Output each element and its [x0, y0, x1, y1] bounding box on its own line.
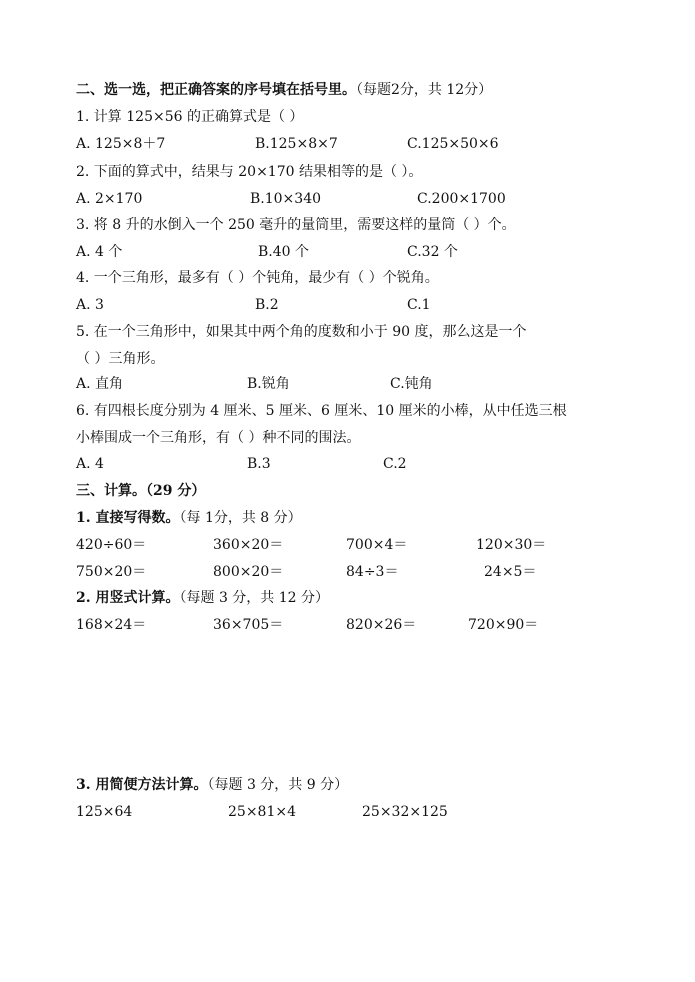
q2-option-b: B.10×340 [250, 191, 322, 207]
section2-heading-title: 二、选一选，把正确答案的序号填在括号里。 [76, 82, 356, 98]
q4-stem: 4. 一个三角形，最多有（ ）个钝角，最少有（ ）个锐角。 [76, 270, 439, 286]
part1-title-main: 1. 直接写得数。 [76, 510, 180, 526]
q6-stem-line1: 6. 有四根长度分别为 4 厘米、5 厘米、6 厘米、10 厘米的小棒，从中任选三根 [76, 403, 567, 419]
q5-option-b: B.锐角 [247, 376, 290, 392]
q5-option-a: A. 直角 [76, 376, 124, 392]
q2-option-c: C.200×1700 [417, 191, 506, 207]
part2-title [76, 588, 329, 608]
oral-problem: 800×20＝ [213, 564, 284, 580]
q4-option-b: B.2 [255, 297, 279, 313]
q3-option-a: A. 4 个 [76, 244, 123, 260]
q3-option-b: B.40 个 [258, 244, 310, 260]
q2-stem: 2. 下面的算式中，结果与 20×170 结果相等的是（ ）。 [76, 164, 423, 180]
part3-title [76, 775, 348, 795]
q3-option-c: C.32 个 [407, 244, 458, 260]
q1-option-c: C.125×50×6 [407, 136, 499, 152]
vertical-problem: 820×26＝ [346, 617, 417, 633]
simplify-problem: 25×81×4 [228, 804, 296, 820]
q1-option-b: B.125×8×7 [255, 136, 338, 152]
oral-problem: 360×20＝ [213, 537, 284, 553]
part2-title-note: （每题 3 分，共 12 分） [179, 590, 330, 606]
part2-title-main: 2. 用竖式计算。 [76, 590, 180, 606]
oral-problem: 120×30＝ [476, 537, 547, 553]
q1-stem: 1. 计算 125×56 的正确算式是（ ） [76, 109, 304, 125]
oral-problem: 750×20＝ [76, 564, 147, 580]
q6-option-c: C.2 [383, 456, 407, 472]
q5-stem-line2: （ ）三角形。 [76, 351, 165, 367]
section2-heading-note: （每题2分，共 12分） [356, 82, 493, 98]
vertical-problem: 36×705＝ [213, 617, 284, 633]
q1-option-a: A. 125×8＋7 [76, 136, 166, 152]
q4-option-c: C.1 [407, 297, 431, 313]
q6-option-a: A. 4 [76, 456, 104, 472]
vertical-problem: 720×90＝ [468, 617, 539, 633]
part1-title [76, 508, 302, 528]
q3-stem: 3. 将 8 升的水倒入一个 250 毫升的量筒里，需要这样的量筒（ ）个。 [76, 217, 516, 233]
simplify-problem: 125×64 [76, 804, 133, 820]
oral-problem: 700×4＝ [346, 537, 408, 553]
q4-option-a: A. 3 [76, 297, 104, 313]
part1-title-note: （每 1分，共 8 分） [179, 510, 302, 526]
part3-title-note: （每题 3 分，共 9 分） [207, 777, 349, 793]
q5-stem-line1: 5. 在一个三角形中，如果其中两个角的度数和小于 90 度，那么这是一个 [76, 324, 527, 340]
q2-option-a: A. 2×170 [76, 191, 143, 207]
vertical-problem: 168×24＝ [76, 617, 147, 633]
part3-title-main: 3. 用简便方法计算。 [76, 777, 208, 793]
q5-option-c: C.钝角 [390, 376, 433, 392]
oral-problem: 24×5＝ [484, 564, 537, 580]
section3-heading: 三、计算。（29 分） [76, 483, 206, 499]
q6-option-b: B.3 [247, 456, 271, 472]
oral-problem: 420÷60＝ [76, 537, 147, 553]
oral-problem: 84÷3＝ [346, 564, 399, 580]
q6-stem-line2: 小棒围成一个三角形，有（ ）种不同的围法。 [76, 430, 361, 446]
section2-heading [76, 80, 492, 100]
simplify-problem: 25×32×125 [362, 804, 448, 820]
